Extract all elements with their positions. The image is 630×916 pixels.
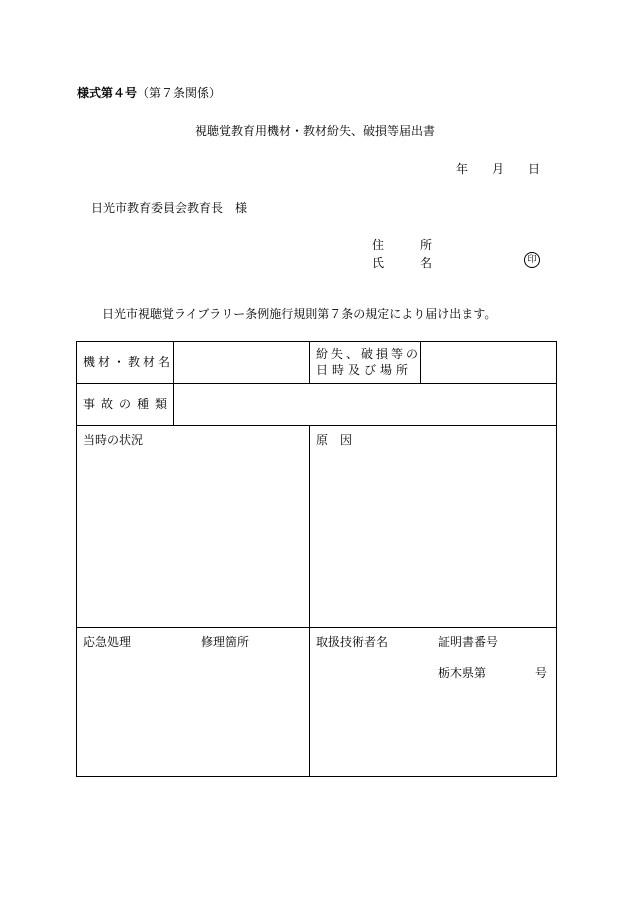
seal-mark: 印	[524, 252, 540, 268]
date-year: 年	[456, 162, 469, 176]
accident-type-label: 事故の種類	[83, 397, 174, 411]
date-month: 月	[492, 162, 505, 176]
col-divider-middle	[309, 425, 310, 776]
certificate-prefix: 栃木県第	[438, 666, 487, 680]
statement-text: 日光市視聴覚ライブラリー条例施行規則第７条の規定により届け出ます。	[102, 307, 497, 321]
addressee: 日光市教育委員会教育長 様	[91, 201, 248, 215]
col-divider-equipment	[173, 342, 174, 383]
loss-datetime-label-line1: 紛失、破損等の	[316, 347, 422, 361]
address-label: 住 所	[372, 238, 433, 252]
row-divider-3	[77, 627, 556, 628]
form-number	[77, 84, 221, 101]
document-title: 視聴覚教育用機材・教材紛失、破損等届出書	[194, 124, 435, 138]
form-number-label: 様式第４号	[77, 86, 138, 100]
loss-datetime-label-line2: 日時及び場所	[316, 363, 413, 377]
technician-label: 取扱技術者名	[316, 635, 389, 649]
report-form-table	[76, 341, 557, 777]
name-label: 氏 名	[372, 256, 433, 270]
date-day: 日	[528, 162, 541, 176]
certificate-label: 証明書番号	[438, 635, 499, 649]
form-relation: （第７条関係）	[137, 86, 222, 100]
col-divider-middle-row1	[309, 342, 310, 383]
equipment-label: 機材・教材名	[83, 355, 174, 369]
situation-label: 当時の状況	[83, 433, 144, 447]
emergency-label: 応急処理	[83, 635, 132, 649]
col-divider-accident	[173, 383, 174, 425]
row-divider-2	[77, 425, 556, 426]
repair-label: 修理箇所	[201, 635, 250, 649]
row-divider-1	[77, 383, 556, 384]
certificate-suffix: 号	[535, 666, 548, 680]
cause-label: 原 因	[316, 433, 353, 447]
